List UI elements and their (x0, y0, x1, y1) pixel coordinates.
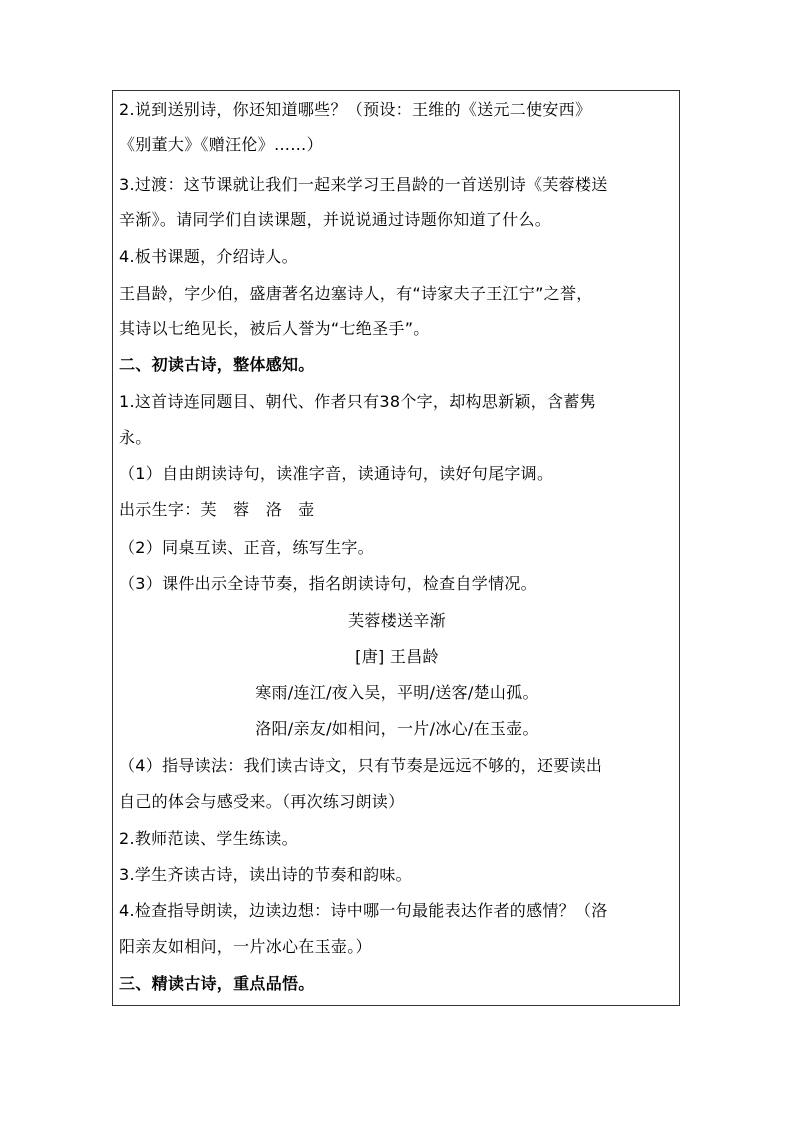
poet-intro-line: 王昌龄，字少伯，盛唐著名边塞诗人，有“诗家夫子王江宁”之誉， (119, 284, 593, 303)
section-heading: 三、精读古诗，重点品悟。 (119, 974, 315, 993)
text-line: （3）课件出示全诗节奏，指名朗读诗句，检查自学情况。 (119, 574, 537, 593)
text-line: 3.过渡：这节课就让我们一起来学习王昌龄的一首送别诗《芙蓉楼送 (119, 175, 608, 194)
text-line: 2.说到送别诗，你还知道哪些？（预设：王维的《送元二使安西》 (119, 100, 592, 119)
text-line: 阳亲友如相问，一片冰心在玉壶。） (119, 937, 372, 956)
text-line: 2.教师范读、学生练读。 (119, 829, 298, 848)
text-line: 1.这首诗连同题目、朝代、作者只有38个字，却构思新颖，含蓄隽 (119, 392, 596, 411)
poet-intro-line: 其诗以七绝见长，被后人誉为“七绝圣手”。 (119, 319, 430, 338)
text-line: （4）指导读法：我们读古诗文，只有节奏是远远不够的，还要读出 (119, 756, 603, 775)
poem-author: [唐] 王昌龄 (355, 647, 439, 666)
text-line: 4.检查指导朗读，边读边想：诗中哪一句最能表达作者的感情？（洛 (119, 901, 608, 920)
text-line: 永。 (119, 428, 152, 447)
lesson-table-cell (112, 90, 680, 1006)
text-line: 自己的体会与感受来。（再次练习朗读） (119, 792, 405, 811)
new-characters-line: 出示生字：芙 蓉 洛 壶 (119, 500, 315, 519)
poem-title: 芙蓉楼送辛渐 (348, 611, 446, 630)
text-line: 辛渐》。请同学们自读课题，并说说通过诗题你知道了什么。 (119, 210, 552, 229)
text-line: 4.板书课题，介绍诗人。 (119, 247, 298, 266)
poem-verse: 寒雨/连江/夜入吴，平明/送客/楚山孤。 (255, 683, 539, 702)
text-line: （1）自由朗读诗句，读准字音，读通诗句，读好句尾字调。 (119, 464, 554, 483)
text-line: 《别董大》《赠汪伦》……） (119, 135, 323, 154)
section-heading: 二、初读古诗，整体感知。 (119, 355, 315, 374)
poem-verse: 洛阳/亲友/如相问，一片/冰心/在玉壶。 (255, 719, 539, 738)
text-line: （2）同桌互读、正音，练写生字。 (119, 538, 374, 557)
text-line: 3.学生齐读古诗，读出诗的节奏和韵味。 (119, 865, 412, 884)
